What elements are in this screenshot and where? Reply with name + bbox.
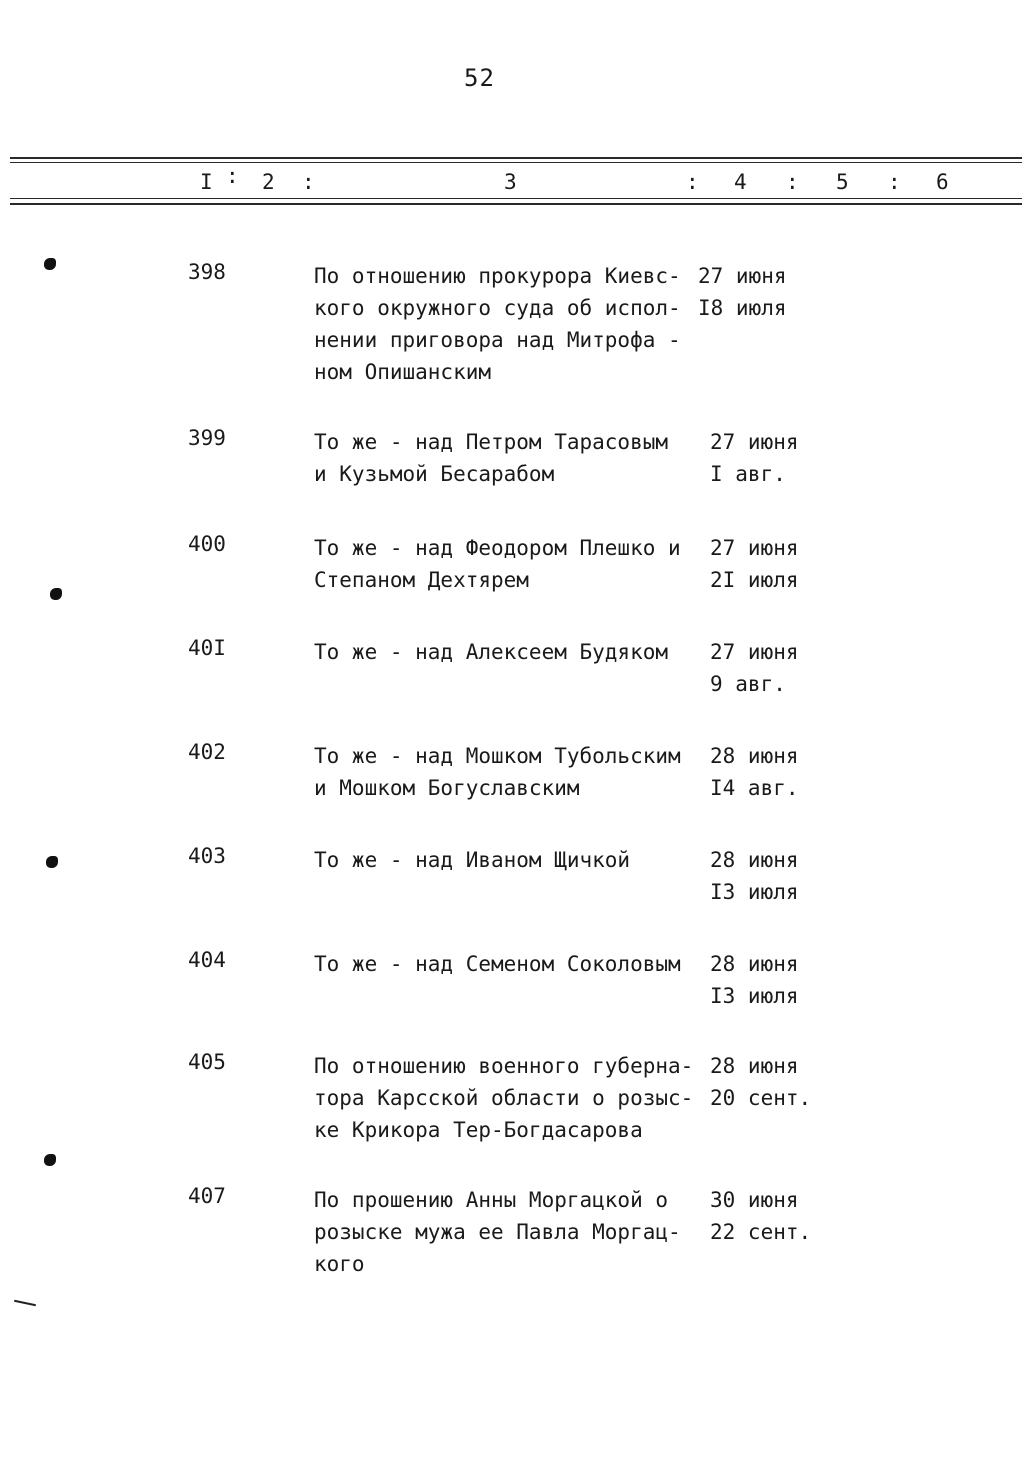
description-line: По отношению прокурора Киевс- <box>314 264 681 288</box>
column-separator: : <box>888 170 901 194</box>
description-line: и Мошком Богуславским <box>314 776 580 800</box>
header-rule-bottom <box>10 203 1022 205</box>
date-end: 9 авг. <box>710 672 786 696</box>
entry-description <box>314 1184 704 1280</box>
header-rule-top-thin <box>10 162 1022 163</box>
entry-description <box>314 740 704 804</box>
entry-description <box>314 426 704 490</box>
binding-hole-mark <box>46 856 58 868</box>
description-line: То же - над Мошком Тубольским <box>314 744 681 768</box>
entry-dates <box>710 1184 850 1248</box>
description-line: То же - над Петром Тарасовым <box>314 430 669 454</box>
description-line: То же - над Феодором Плешко и <box>314 536 681 560</box>
description-line: ке Крикора Тер-Богдасарова <box>314 1118 643 1142</box>
entry-dates <box>710 948 850 1012</box>
date-start: 28 июня <box>710 1054 799 1078</box>
entry-dates <box>710 844 850 908</box>
header-rule-bottom-thin <box>10 198 1022 199</box>
entry-description <box>314 532 704 596</box>
entry-dates <box>710 426 850 490</box>
date-end: 22 сент. <box>710 1220 812 1244</box>
description-line: нении приговора над Митрофа - <box>314 328 681 352</box>
entry-dates <box>710 636 850 700</box>
entry-number: 407 <box>188 1184 226 1208</box>
description-line: кого окружного суда об испол- <box>314 296 681 320</box>
entry-number: 402 <box>188 740 226 764</box>
binding-hole-mark <box>50 588 62 600</box>
date-start: 28 июня <box>710 848 799 872</box>
column-header-4: 4 <box>734 170 747 194</box>
entry-number: 40I <box>188 636 226 660</box>
column-header-6: 6 <box>936 170 949 194</box>
date-start: 28 июня <box>710 744 799 768</box>
description-line: То же - над Иваном Щичкой <box>314 848 631 872</box>
date-start: 27 июня <box>710 430 799 454</box>
description-line: То же - над Алексеем Будяком <box>314 640 669 664</box>
date-start: 27 июня <box>710 536 799 560</box>
description-line: тора Карсской области о розыс- <box>314 1086 694 1110</box>
date-start: 30 июня <box>710 1188 799 1212</box>
entry-dates <box>710 532 850 596</box>
entry-description <box>314 260 704 388</box>
date-end: I3 июля <box>710 984 799 1008</box>
column-header-5: 5 <box>836 170 849 194</box>
date-end: 2I июля <box>710 568 799 592</box>
column-header-2: 2 <box>262 170 275 194</box>
column-separator: : <box>226 164 239 188</box>
date-start: 27 июня <box>698 264 787 288</box>
margin-stroke <box>14 1300 36 1307</box>
description-line: По прошению Анны Моргацкой о <box>314 1188 669 1212</box>
date-end: I8 июля <box>698 296 787 320</box>
entry-number: 400 <box>188 532 226 556</box>
description-line: розыске мужа ее Павла Моргац- <box>314 1220 681 1244</box>
page-number: 52 <box>464 64 495 92</box>
description-line: и Кузьмой Бесарабом <box>314 462 555 486</box>
entry-description <box>314 1050 704 1146</box>
entry-dates <box>710 1050 850 1114</box>
date-end: I3 июля <box>710 880 799 904</box>
date-start: 27 июня <box>710 640 799 664</box>
entry-number: 399 <box>188 426 226 450</box>
column-header-3: 3 <box>504 170 517 194</box>
description-line: кого <box>314 1252 365 1276</box>
date-end: I авг. <box>710 462 786 486</box>
binding-hole-mark <box>44 258 56 270</box>
column-separator: : <box>686 170 699 194</box>
entry-description <box>314 948 704 980</box>
entry-number: 404 <box>188 948 226 972</box>
column-header-1: I <box>200 170 213 194</box>
description-line: По отношению военного губерна- <box>314 1054 694 1078</box>
date-end: 20 сент. <box>710 1086 812 1110</box>
binding-hole-mark <box>44 1154 56 1166</box>
header-rule-top <box>10 157 1022 159</box>
entry-dates <box>710 740 850 804</box>
column-separator: : <box>786 170 799 194</box>
description-line: ном Опишанским <box>314 360 492 384</box>
entry-description <box>314 844 704 876</box>
description-line: Степаном Дехтярем <box>314 568 529 592</box>
entry-number: 403 <box>188 844 226 868</box>
date-start: 28 июня <box>710 952 799 976</box>
date-end: I4 авг. <box>710 776 799 800</box>
entry-dates <box>698 260 838 324</box>
description-line: То же - над Семеном Соколовым <box>314 952 681 976</box>
entry-number: 405 <box>188 1050 226 1074</box>
column-separator: : <box>302 170 315 194</box>
entry-description <box>314 636 704 668</box>
entry-number: 398 <box>188 260 226 284</box>
